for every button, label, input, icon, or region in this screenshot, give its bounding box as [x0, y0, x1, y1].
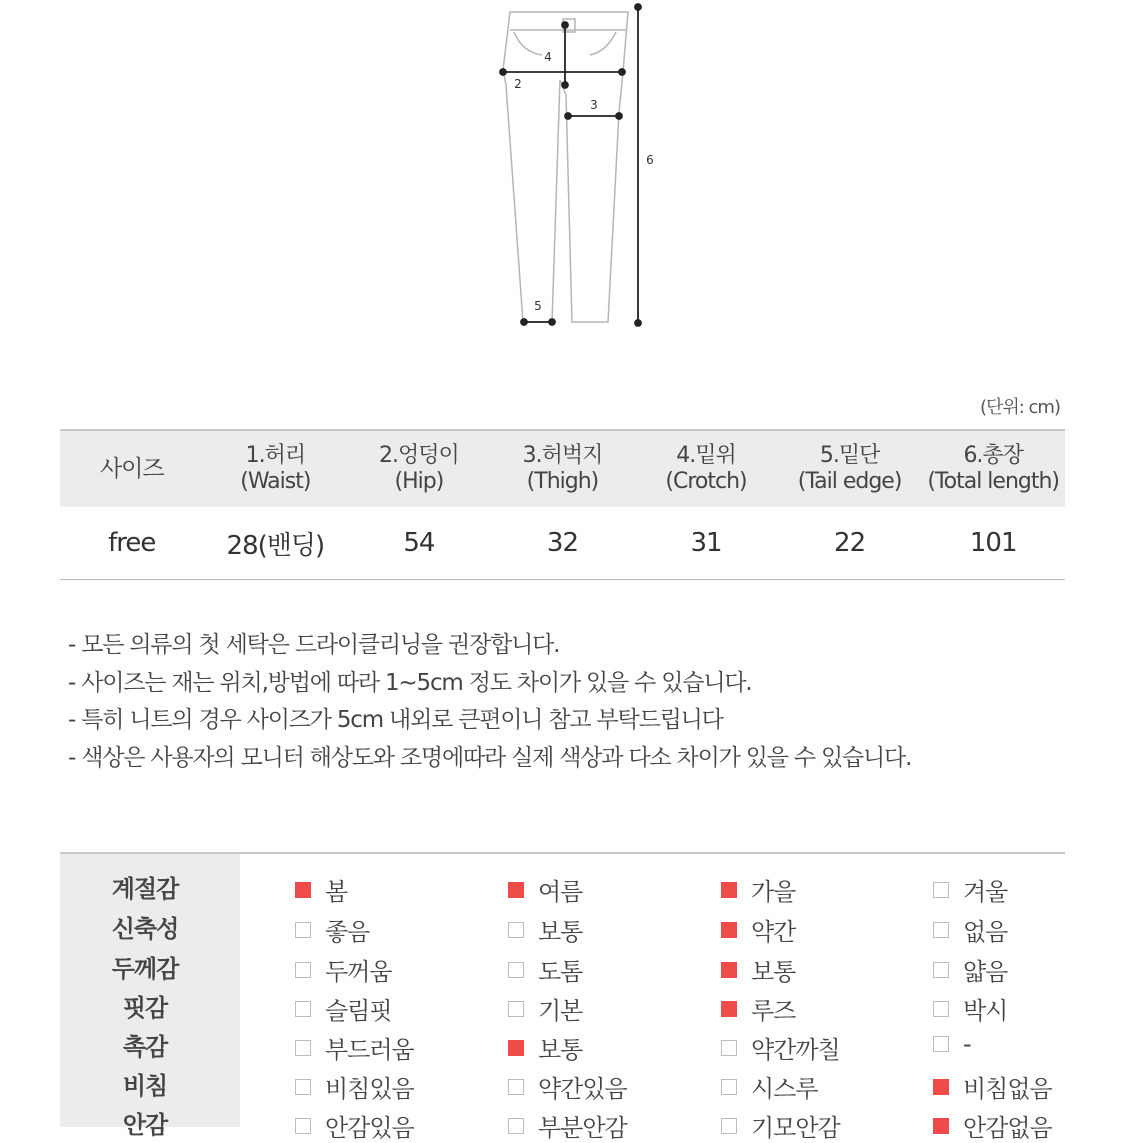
option-label: 봄 — [325, 878, 348, 906]
unchecked-box-icon — [933, 922, 949, 938]
header-waist: 1.허리 (Waist) — [204, 430, 348, 507]
property-option — [933, 991, 1008, 1025]
unchecked-box-icon — [508, 922, 524, 938]
property-option — [295, 1108, 414, 1142]
size-table — [60, 429, 1065, 580]
property-label: 안감 — [122, 1111, 168, 1139]
option-label: 기모안감 — [751, 1114, 840, 1142]
cell-total-length: 101 — [969, 528, 1017, 558]
property-option — [933, 1108, 1052, 1142]
property-option — [721, 1069, 818, 1103]
cell-tail-edge: 22 — [834, 528, 866, 558]
note-line: - 사이즈는 재는 위치,방법에 따라 1~5cm 정도 차이가 있을 수 있습니다. — [68, 669, 752, 696]
property-option — [295, 952, 392, 986]
unchecked-box-icon — [295, 962, 311, 978]
marker-4: 4 — [544, 50, 552, 64]
property-option — [721, 952, 796, 986]
option-label: 박시 — [963, 997, 1008, 1025]
property-option — [295, 912, 370, 946]
option-label: 도톰 — [538, 958, 583, 986]
marker-6: 6 — [646, 153, 654, 167]
property-option — [295, 1069, 414, 1103]
option-label: 없음 — [963, 918, 1008, 946]
property-option — [721, 1108, 840, 1142]
unit-note: (단위: cm) — [979, 397, 1060, 418]
property-option — [933, 1030, 971, 1060]
option-label: 루즈 — [751, 997, 796, 1025]
property-label: 신축성 — [111, 915, 179, 943]
property-label: 비침 — [122, 1072, 168, 1100]
pants-measurement-diagram — [495, 0, 665, 335]
property-option — [933, 912, 1008, 946]
unchecked-box-icon — [933, 1036, 949, 1052]
property-row — [60, 904, 1065, 944]
option-label: 겨울 — [963, 878, 1008, 906]
property-row — [60, 1100, 1065, 1140]
unchecked-box-icon — [295, 1040, 311, 1056]
option-label: - — [963, 1030, 971, 1058]
unchecked-box-icon — [295, 922, 311, 938]
unchecked-box-icon — [295, 1001, 311, 1017]
property-option — [721, 872, 796, 906]
option-label: 슬림핏 — [325, 997, 392, 1025]
property-row — [60, 983, 1065, 1023]
property-option — [933, 872, 1008, 906]
unchecked-box-icon — [933, 962, 949, 978]
property-row — [60, 1022, 1065, 1062]
unchecked-box-icon — [295, 1118, 311, 1134]
option-label: 시스루 — [751, 1075, 818, 1103]
unchecked-box-icon — [933, 882, 949, 898]
option-label: 기본 — [538, 997, 583, 1025]
option-label: 보통 — [751, 958, 796, 986]
property-option — [295, 1030, 414, 1064]
unchecked-box-icon — [508, 1001, 524, 1017]
property-option — [508, 1069, 627, 1103]
property-option — [295, 872, 348, 906]
property-label: 계절감 — [111, 875, 179, 903]
checked-box-icon — [721, 1001, 737, 1017]
property-option — [508, 912, 583, 946]
property-option — [933, 1069, 1052, 1103]
option-label: 약간있음 — [538, 1075, 627, 1103]
unchecked-box-icon — [933, 1001, 949, 1017]
checked-box-icon — [721, 882, 737, 898]
checked-box-icon — [933, 1118, 949, 1134]
checked-box-icon — [508, 882, 524, 898]
cell-thigh: 32 — [546, 528, 579, 558]
fabric-properties-table — [60, 852, 1065, 1142]
checked-box-icon — [933, 1079, 949, 1095]
option-label: 가을 — [751, 878, 796, 906]
note-line: - 특히 니트의 경우 사이즈가 5cm 내외로 큰편이니 참고 부탁드립니다 — [68, 707, 723, 733]
property-option — [508, 952, 583, 986]
note-line: - 색상은 사용자의 모니터 해상도와 조명에따라 실제 색상과 다소 차이가 있을 수 있습니다. — [68, 744, 912, 771]
unchecked-box-icon — [721, 1079, 737, 1095]
unchecked-box-icon — [295, 1079, 311, 1095]
cell-size: free — [108, 528, 156, 558]
option-label: 부드러움 — [325, 1036, 414, 1064]
property-option — [295, 991, 392, 1025]
option-label: 여름 — [538, 878, 583, 906]
unchecked-box-icon — [721, 1118, 737, 1134]
property-label: 두께감 — [111, 955, 179, 983]
property-row — [60, 864, 1065, 904]
header-thigh: 3.허벅지 (Thigh) — [491, 430, 635, 507]
checked-box-icon — [721, 922, 737, 938]
unchecked-box-icon — [508, 1079, 524, 1095]
option-label: 안감없음 — [963, 1114, 1052, 1142]
property-option — [721, 912, 796, 946]
option-label: 얇음 — [963, 958, 1008, 986]
unchecked-box-icon — [721, 1040, 737, 1056]
property-option — [508, 1030, 583, 1064]
option-label: 두꺼움 — [325, 958, 392, 986]
option-label: 비침없음 — [963, 1075, 1052, 1103]
header-hip: 2.엉덩이 (Hip) — [347, 430, 491, 507]
checked-box-icon — [721, 962, 737, 978]
property-option — [508, 1108, 627, 1142]
option-label: 보통 — [538, 1036, 583, 1064]
header-crotch: 4.밑위 (Crotch) — [634, 430, 778, 507]
header-size: 사이즈 — [60, 430, 204, 507]
option-label: 좋음 — [325, 918, 370, 946]
checked-box-icon — [508, 1040, 524, 1056]
property-option — [721, 991, 796, 1025]
marker-5: 5 — [534, 299, 542, 313]
marker-2: 2 — [514, 77, 522, 91]
property-row — [60, 1061, 1065, 1101]
care-notes — [68, 627, 911, 777]
option-label: 약간까칠 — [751, 1036, 840, 1064]
option-label: 약간 — [751, 918, 796, 946]
unchecked-box-icon — [508, 962, 524, 978]
property-option — [933, 952, 1008, 986]
note-line: - 모든 의류의 첫 세탁은 드라이클리닝을 권장합니다. — [68, 632, 560, 658]
option-label: 부분안감 — [538, 1114, 627, 1142]
option-label: 안감있음 — [325, 1114, 414, 1142]
cell-waist: 28(밴딩) — [226, 530, 325, 561]
header-total-length: 6.총장 (Total length) — [921, 430, 1065, 507]
property-label: 핏감 — [122, 994, 168, 1022]
property-option — [721, 1030, 840, 1064]
option-label: 보통 — [538, 918, 583, 946]
header-tail-edge: 5.밑단 (Tail edge) — [778, 430, 922, 507]
cell-hip: 54 — [403, 528, 435, 558]
option-label: 비침있음 — [325, 1075, 414, 1103]
cell-crotch: 31 — [690, 528, 722, 558]
size-table-row — [60, 507, 1065, 580]
marker-3: 3 — [590, 98, 598, 112]
property-option — [508, 991, 583, 1025]
property-label: 촉감 — [122, 1033, 168, 1061]
size-table-header-row — [60, 430, 1065, 507]
property-option — [508, 872, 583, 906]
checked-box-icon — [295, 882, 311, 898]
unchecked-box-icon — [508, 1118, 524, 1134]
property-row — [60, 944, 1065, 984]
